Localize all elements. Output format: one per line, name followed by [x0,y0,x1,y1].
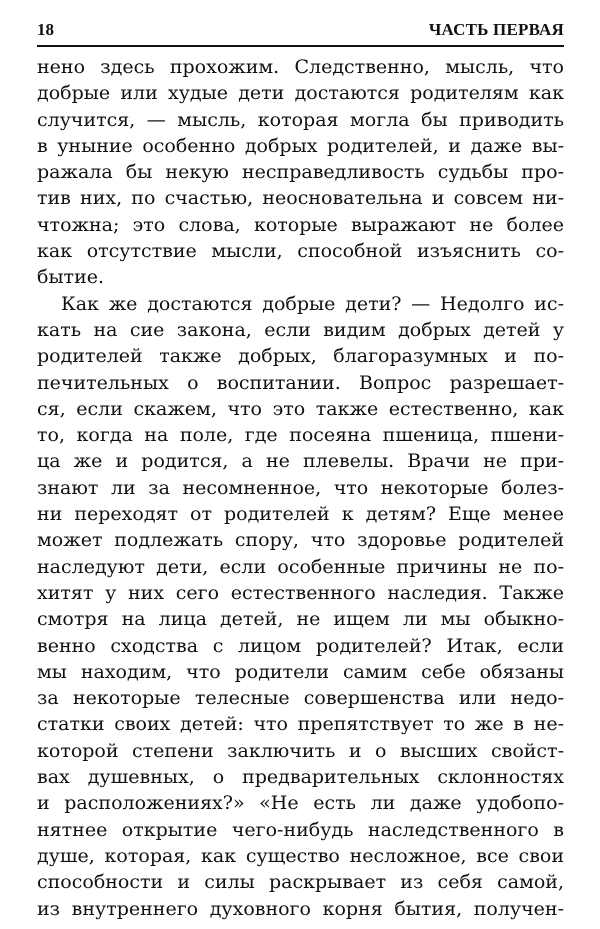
text-line: бытие. [37,266,105,289]
text-line: знают ли за несомненное, что некоторые болез- [37,476,564,499]
text-line: как отсутствие мысли, способной изъяснить со- [37,240,564,263]
text-line: печительных о воспитании. Вопрос разрешает- [37,371,564,394]
text-line: за некоторые телесные совершенства или недо- [37,687,564,710]
text-line: хитят у них сего естественного наследия. Также [37,581,564,604]
text-line: статки своих детей: что препятствует то же в не- [37,713,564,736]
paragraph-2 [37,291,564,922]
running-head: ЧАСТЬ ПЕРВАЯ [428,20,564,39]
text-line: венно сходства с лицом родителей? Итак, если [37,634,564,657]
text-line: добрые или худые дети достаются родителям как [37,82,564,105]
text-line: смотря на лица детей, не ищем ли мы обыкно- [37,608,564,631]
text-line: чтожна; это слова, которые выражают не более [37,213,564,236]
text-line: Как же достаются добрые дети? — Недолго ис- [61,292,564,315]
text-line: мы находим, что родители самим себе обязаны [37,660,564,683]
text-line: вах душевных, о предварительных склонностях [37,766,564,789]
text-line: способности и силы раскрывает из себя самой, [37,871,564,894]
page-header [37,14,564,42]
text-line: ся, если скажем, что это также естественно, как [37,397,564,420]
text-line: тив них, по счастью, неосновательна и совсем ни- [37,187,564,210]
body-text [37,54,564,922]
text-line: ни переходят от родителей к детям? Еще менее [37,503,564,526]
text-line: наследуют дети, если особенные причины не по- [37,555,564,578]
text-line: то, когда на поле, где посеяна пшеница, пшени- [37,424,564,447]
paragraph-1 [37,54,564,291]
text-line: кать на сие закона, если видим добрых детей у [37,318,564,341]
text-line: которой степени заключить и о высших свойст- [37,739,564,762]
text-line: нено здесь прохожим. Следственно, мысль, что [37,56,564,78]
text-line: может подлежать спору, что здоровье родителей [37,529,564,552]
text-line: ражала бы некую несправедливость судьбы про- [37,161,564,184]
text-line: ца же и родится, а не плевелы. Врачи не при- [37,450,564,473]
text-line: нятнее открытие чего-нибудь наследственного в [37,818,564,841]
text-line: душе, которая, как существо несложное, все свои [37,844,564,867]
page-number: 18 [37,20,54,39]
text-line: из внутреннего духовного корня бытия, получен- [37,897,564,920]
text-line: родителей также добрых, благоразумных и по- [37,345,564,368]
header-rule [37,45,564,47]
text-line: и расположениях?» «Не есть ли даже удобопо- [37,792,564,815]
text-line: в уныние особенно добрых родителей, и даже вы- [37,134,564,157]
text-line: случится, — мысль, которая могла бы приводить [37,108,564,131]
